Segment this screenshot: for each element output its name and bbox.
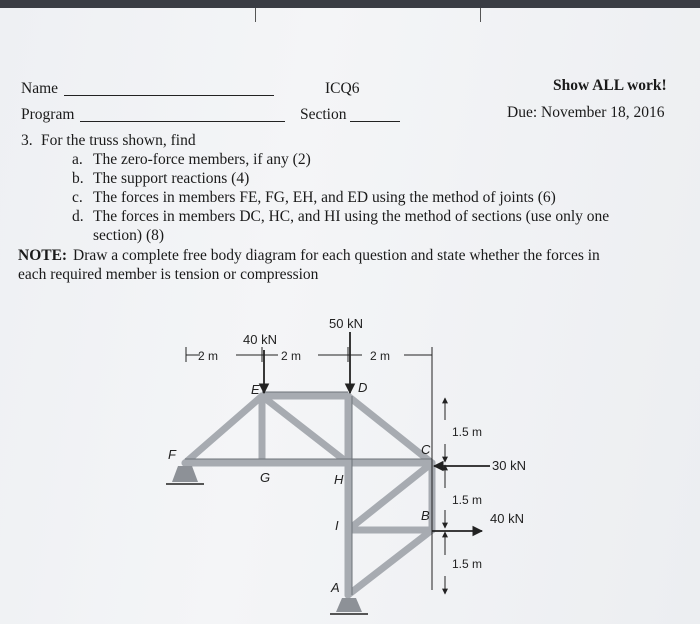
dim-label: 2 m [281, 349, 302, 363]
note-line-2: each required member is tension or compression [18, 266, 319, 283]
part-c-text: The forces in members FE, FG, EH, and ED using the method of joints (6) [93, 189, 556, 206]
node-label-b: B [421, 508, 430, 523]
section-label: Section [300, 106, 347, 123]
load-label-50kn: 50 kN [329, 316, 363, 331]
name-label: Name [21, 80, 59, 97]
load-label-40kn-e: 40 kN [243, 332, 277, 347]
node-label-e: E [251, 382, 260, 397]
part-letter: a. [72, 151, 83, 168]
part-letter: b. [72, 170, 84, 187]
pin-support-a [330, 598, 368, 614]
dim-label: 1.5 m [452, 425, 483, 439]
dim-label: 2 m [198, 349, 219, 363]
node-label-i: I [335, 518, 339, 533]
program-label: Program [21, 106, 75, 123]
pin-support-f [166, 466, 204, 484]
question-number: 3. [21, 132, 33, 149]
part-letter: c. [72, 189, 83, 206]
dim-label: 1.5 m [452, 493, 483, 507]
node-label-a: A [331, 580, 340, 595]
part-b-text: The support reactions (4) [93, 170, 250, 187]
dimension-lines [186, 347, 445, 594]
dim-label: 1.5 m [452, 557, 483, 571]
node-label-c: C [421, 442, 431, 457]
due-date: Due: November 18, 2016 [507, 104, 665, 121]
node-label-g: G [260, 470, 271, 485]
part-d-text: The forces in members DC, HC, and HI using the method of sections (use only one [93, 208, 610, 225]
truss-members [185, 396, 432, 595]
node-label-f: F [168, 447, 176, 462]
part-letter: d. [72, 208, 84, 225]
load-label-40kn-b: 40 kN [490, 511, 524, 526]
node-label-d: D [358, 380, 368, 395]
node-label-h: H [334, 472, 344, 487]
note-label: NOTE: [18, 247, 68, 264]
question-intro: For the truss shown, find [41, 132, 196, 149]
dim-label: 2 m [370, 349, 391, 363]
load-label-30kn: 30 kN [492, 458, 526, 473]
show-work-note: Show ALL work! [553, 77, 667, 94]
note-line-1: Draw a complete free body diagram for each question and state whether the forces in [73, 247, 600, 264]
part-a-text: The zero-force members, if any (2) [93, 151, 311, 168]
part-d-continued: section) (8) [93, 227, 165, 244]
assignment-title: ICQ6 [325, 80, 360, 97]
